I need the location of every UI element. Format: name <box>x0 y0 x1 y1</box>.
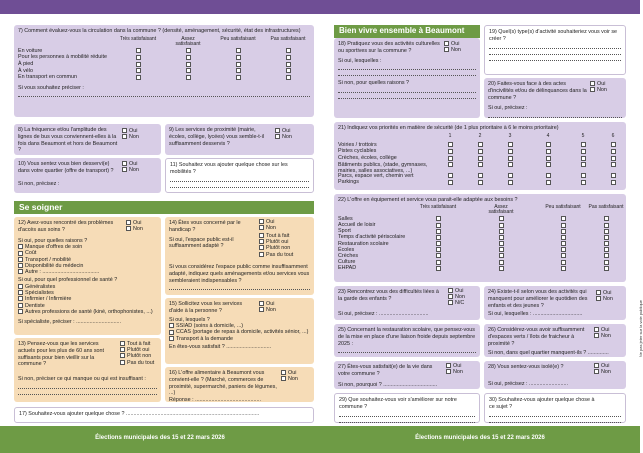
q19-box <box>484 25 626 75</box>
checkbox[interactable] <box>604 223 609 228</box>
legal-notice: Ne pas jeter sur la voie publique <box>638 300 643 358</box>
q24-question: 24) Existe-t-il selon vous des activités qui manquent pour améliorer le quotidien des enfants et des jeunes ? <box>488 289 588 309</box>
q22-header: Pas satisfaisant <box>588 203 624 210</box>
q25-question: 25) Concernant la restauration scolaire, que pensez-vous de la mise en place d'une liaison froide depuis septembre 2025 : <box>338 327 476 347</box>
q7-row-label: À pied <box>18 60 34 67</box>
q13-options <box>120 341 154 366</box>
right-page <box>320 0 643 453</box>
checkbox[interactable] <box>499 260 504 265</box>
top-bar <box>320 0 640 14</box>
q8-non[interactable]: Non <box>122 134 139 140</box>
checkbox[interactable] <box>499 266 504 271</box>
q12-options <box>126 220 143 232</box>
q8-question: 8) La fréquence et/ou l'amplitude des lignes de bus vous conviennent-elles à la fois dans Beaumont et hors de Beaumont ? <box>18 127 118 154</box>
checkbox[interactable] <box>186 55 191 60</box>
q24-box <box>484 286 626 320</box>
q13-question: 13) Pensez-vous que les services actuels pour les plus de 60 ans sont suffisants pour bien vieillir sur la commune ? <box>18 341 105 368</box>
q7-header-1: Très satisfaisant <box>119 35 157 42</box>
q14-note: Si vous considérez l'espace public comme insuffisamment adapté, indiquez quels aménagements et/ou services vous sembleraient indispensables ? <box>169 264 310 284</box>
checkbox[interactable] <box>186 48 191 53</box>
q13-box <box>14 338 161 402</box>
q22-row: Crèches <box>338 253 622 259</box>
checkbox[interactable] <box>561 247 566 252</box>
q16-non[interactable]: Non <box>281 376 298 382</box>
q12-spec: Si spécialiste, préciser : .............................. <box>18 319 122 326</box>
q12-reason[interactable]: Transport / mobilité <box>18 257 157 263</box>
q15-question: 15) Sollicitez vous les services d'aide à la personne ? <box>169 301 243 314</box>
q7-row <box>18 68 310 75</box>
q18-sub2: Si non, pour quelles raisons ? <box>338 80 410 87</box>
q22-header: Très satisfaisant <box>419 203 457 210</box>
checkbox[interactable] <box>604 253 609 258</box>
q27-non[interactable]: Non <box>446 369 463 375</box>
q27-question: 27) Êtes-vous satisfait(e) de la vie dans votre commune ? <box>338 364 433 377</box>
q21-row: Parkings <box>338 179 622 186</box>
answer-line[interactable] <box>489 55 621 61</box>
checkbox[interactable] <box>581 180 586 185</box>
q22-headers <box>338 205 622 216</box>
q20-oui[interactable]: Oui <box>590 81 607 87</box>
checkbox[interactable] <box>236 48 241 53</box>
q27-sub: Si non, pourquoi ? .................................... <box>338 381 438 388</box>
q26-sub: Si non, dans quel quartier manquent-ils ? .............. <box>488 350 609 357</box>
q14-oui[interactable]: Oui <box>259 219 276 225</box>
checkbox[interactable] <box>448 149 453 154</box>
q8-oui[interactable]: Oui <box>122 128 139 134</box>
checkbox[interactable] <box>236 68 241 73</box>
checkbox[interactable] <box>611 173 616 178</box>
checkbox[interactable] <box>546 156 551 161</box>
checkbox[interactable] <box>561 266 566 271</box>
q21-cols <box>338 134 622 142</box>
q29-question: 29) Que souhaitez-vous voir s'améliorer sur notre commune ? <box>339 397 457 410</box>
q16-box <box>165 367 314 402</box>
q16-oui[interactable]: Oui <box>281 370 298 376</box>
q21-col: 2 <box>478 132 482 139</box>
checkbox[interactable] <box>436 241 441 246</box>
q14-opt[interactable]: Tout à fait <box>259 233 293 239</box>
q15-sub: Si oui, lesquels ? <box>169 316 210 323</box>
q18-box <box>334 38 480 118</box>
q24-non[interactable]: Non <box>596 296 613 302</box>
q14-opt[interactable]: Plutôt non <box>259 245 293 251</box>
checkbox[interactable] <box>136 75 141 80</box>
q21-question: 21) Indiquez vos priorités en matière de sécurité (de 1 plus prioritaire à 6 le moins prioritaire) <box>338 125 559 131</box>
q15-options <box>259 301 276 313</box>
q7-header-3: Peu satisfaisant <box>220 35 256 42</box>
checkbox[interactable] <box>448 180 453 185</box>
checkbox[interactable] <box>508 149 513 154</box>
checkbox[interactable] <box>478 142 483 147</box>
q22-row: Accueil de loisir <box>338 222 622 228</box>
checkbox[interactable] <box>611 162 616 167</box>
q30-box <box>484 393 626 423</box>
checkbox[interactable] <box>436 229 441 234</box>
q28-non[interactable]: Non <box>594 369 611 375</box>
q12-sub2: Si oui, pour quel professionnel de santé ? <box>18 277 118 284</box>
q14-opt[interactable]: Plutôt oui <box>259 239 293 245</box>
checkbox[interactable] <box>436 247 441 252</box>
q9-oui[interactable]: Oui <box>275 128 292 134</box>
checkbox[interactable] <box>136 68 141 73</box>
checkbox[interactable] <box>436 253 441 258</box>
q10-question: 10) Vous sentez vous bien desservi(e) dans votre quartier (offre de transport) ? <box>18 161 114 174</box>
q10-box <box>14 158 161 193</box>
checkbox[interactable] <box>286 48 291 53</box>
checkbox[interactable] <box>236 55 241 60</box>
q27-box <box>334 361 480 389</box>
checkbox[interactable] <box>546 149 551 154</box>
q23-nc[interactable]: N/C <box>448 300 465 306</box>
q11-box <box>165 158 314 193</box>
q12-reason[interactable]: Coût <box>18 250 157 256</box>
checkbox[interactable] <box>546 180 551 185</box>
q14-question: 14) Êtes vous concerné par le handicap ? <box>169 220 241 233</box>
q26-box <box>484 324 626 357</box>
left-page <box>0 0 320 453</box>
q12-box <box>14 217 161 335</box>
q10-options <box>122 161 139 173</box>
answer-line[interactable] <box>169 284 310 290</box>
q18-sub: Si oui, lesquelles : <box>338 57 382 64</box>
checkbox[interactable] <box>499 247 504 252</box>
q28-box <box>484 361 626 389</box>
q7-row <box>18 54 310 61</box>
q25-box <box>334 324 480 357</box>
checkbox[interactable] <box>561 253 566 258</box>
q8-box <box>14 124 161 155</box>
q26-oui[interactable]: Oui <box>594 327 611 333</box>
q10-precise: Si non, précisez : <box>18 180 60 187</box>
q7-box <box>14 25 314 117</box>
q15-box <box>165 298 314 364</box>
q22-header: Assez satisfaisant <box>488 203 514 216</box>
q13-precise: Si non, préciser ce qui manque ou qui est insuffisant : <box>18 376 146 382</box>
q24-options <box>596 290 613 302</box>
checkbox[interactable] <box>604 235 609 240</box>
q15-sat: En êtes-vous satisfait ? .............................. <box>169 344 272 351</box>
q21-col: 1 <box>448 132 452 139</box>
q12-pro[interactable]: Généralistes <box>18 284 157 290</box>
q22-question: 22) L'offre en équipement et service vous parait-elle adaptée aux besoins ? <box>338 197 518 203</box>
checkbox[interactable] <box>561 223 566 228</box>
q8-options <box>122 128 139 140</box>
q22-box <box>334 194 626 282</box>
checkbox[interactable] <box>286 55 291 60</box>
q20-non[interactable]: Non <box>590 87 607 93</box>
q29-box <box>334 393 480 423</box>
checkbox[interactable] <box>236 75 241 80</box>
q21-row: Pistes cyclables <box>338 148 622 155</box>
checkbox[interactable] <box>611 149 616 154</box>
checkbox[interactable] <box>581 162 586 167</box>
checkbox[interactable] <box>478 162 483 167</box>
q18-question: 18) Pratiquez vous des activités culturelles ou sportives sur la commune ? <box>338 41 440 54</box>
q7-row <box>18 61 310 68</box>
q9-box <box>165 124 314 155</box>
answer-line[interactable] <box>338 347 476 353</box>
q23-sub: Si oui, précisez : ................................. <box>338 310 429 317</box>
checkbox[interactable] <box>508 156 513 161</box>
q10-non[interactable]: Non <box>122 167 139 173</box>
q9-non[interactable]: Non <box>275 134 292 140</box>
answer-line[interactable] <box>170 182 309 188</box>
q12-reason[interactable]: Autre : ...................................... <box>18 269 157 275</box>
q22-row: Salles <box>338 216 622 222</box>
q23-options <box>448 288 465 307</box>
q16-reponse: Réponse : ............................................ <box>169 397 261 403</box>
section-title-vivre: Bien vivre ensemble à Beaumont <box>334 25 480 38</box>
q22-row: Restauration scolaire <box>338 241 622 247</box>
q12-non[interactable]: Non <box>126 226 143 232</box>
q24-oui[interactable]: Oui <box>596 290 613 296</box>
checkbox[interactable] <box>581 173 586 178</box>
q7-headers <box>18 37 310 48</box>
q30-question: 30) Souhaitez-vous ajouter quelque chose à ce sujet ? <box>489 397 595 410</box>
q14-adapt-options <box>259 233 293 258</box>
checkbox[interactable] <box>546 173 551 178</box>
checkbox[interactable] <box>546 162 551 167</box>
q7-row-label: Pour les personnes à mobilité réduite <box>18 54 107 61</box>
top-bar <box>0 0 320 14</box>
q24-sub: Si oui, lesquelles : ................................. <box>488 311 583 318</box>
q13-opt[interactable]: Plutôt non <box>120 353 154 359</box>
checkbox[interactable] <box>448 162 453 167</box>
q27-oui[interactable]: Oui <box>446 363 463 369</box>
q28-oui[interactable]: Oui <box>594 363 611 369</box>
q14-opt[interactable]: Pas du tout <box>259 252 293 258</box>
q7-header-2: Assez satisfaisant <box>175 35 201 48</box>
q9-question: 9) Les services de proximité (mairie, écoles, collège, lycées) vous semble-t-il suffisamment desservis ? <box>169 127 264 147</box>
checkbox[interactable] <box>286 68 291 73</box>
q13-opt[interactable]: Plutôt oui <box>120 347 154 353</box>
checkbox[interactable] <box>436 266 441 271</box>
q7-rows <box>18 48 310 81</box>
q22-row: Sport <box>338 228 622 234</box>
q23-non[interactable]: Non <box>448 294 465 300</box>
q26-options <box>594 327 611 339</box>
answer-line[interactable] <box>338 93 476 99</box>
q21-row: Crèches, écoles, collège <box>338 155 622 162</box>
q27-options <box>446 363 463 375</box>
checkbox[interactable] <box>499 235 504 240</box>
checkbox[interactable] <box>604 266 609 271</box>
q22-row: Écoles <box>338 247 622 253</box>
checkbox[interactable] <box>436 223 441 228</box>
checkbox[interactable] <box>546 142 551 147</box>
q17-box <box>14 407 314 423</box>
q12-question: 12) Avez-vous rencontré des problèmes d'accès aux soins ? <box>18 220 114 233</box>
q28-options <box>594 363 611 375</box>
q7-row-label: En voiture <box>18 47 43 54</box>
checkbox[interactable] <box>508 180 513 185</box>
q23-oui[interactable]: Oui <box>448 288 465 294</box>
checkbox[interactable] <box>436 235 441 240</box>
q18-oui[interactable]: Oui <box>444 41 461 47</box>
checkbox[interactable] <box>136 62 141 67</box>
checkbox[interactable] <box>604 247 609 252</box>
q16-options <box>281 370 298 382</box>
q16-question: 16) L'offre alimentaire à Beaumont vous convient-elle ? (Marché, commerces de proximité, supermarché, paniers de légumes, ...) <box>169 370 277 397</box>
checkbox[interactable] <box>499 229 504 234</box>
q26-question: 26) Considérez-vous avoir suffisamment d'espaces verts / îlots de fraicheur à proximité ? <box>488 327 585 347</box>
checkbox[interactable] <box>604 216 609 221</box>
footer-bar-right <box>320 426 640 453</box>
q13-opt[interactable]: Pas du tout <box>120 360 154 366</box>
checkbox[interactable] <box>448 142 453 147</box>
q12-oui[interactable]: Oui <box>126 220 143 226</box>
checkbox[interactable] <box>611 156 616 161</box>
section-title-soigner: Se soigner <box>14 201 314 214</box>
checkbox[interactable] <box>286 62 291 67</box>
footer-text: Élections municipales des 15 et 22 mars 2026 <box>415 435 545 441</box>
answer-line[interactable] <box>488 112 622 118</box>
checkbox[interactable] <box>611 142 616 147</box>
checkbox[interactable] <box>436 216 441 221</box>
q22-row: Temps d'activité périscolaire <box>338 234 622 240</box>
q7-row <box>18 74 310 81</box>
q26-non[interactable]: Non <box>594 333 611 339</box>
checkbox[interactable] <box>186 62 191 67</box>
checkbox[interactable] <box>561 229 566 234</box>
q12-sub: Si oui, pour quelles raisons ? <box>18 237 88 244</box>
q23-question: 23) Rencontrez vous des difficultés liées à la garde des enfants ? <box>338 289 439 302</box>
checkbox[interactable] <box>611 180 616 185</box>
answer-line[interactable] <box>18 91 310 97</box>
answer-line[interactable] <box>18 389 157 395</box>
checkbox[interactable] <box>136 55 141 60</box>
footer-text: Élections municipales des 15 et 22 mars 2026 <box>95 435 225 441</box>
answer-line[interactable] <box>338 70 476 76</box>
q15-opt[interactable]: SSIAD (soins à domicile, ...) <box>169 323 310 329</box>
checkbox[interactable] <box>499 223 504 228</box>
checkbox[interactable] <box>561 260 566 265</box>
q14-sub: Si oui, l'espace public est-il suffisamment adapté ? <box>169 236 234 250</box>
checkbox[interactable] <box>448 173 453 178</box>
q12-reason[interactable]: Disponibilité du médecin <box>18 263 157 269</box>
checkbox[interactable] <box>561 241 566 246</box>
checkbox[interactable] <box>478 173 483 178</box>
q14-non[interactable]: Non <box>259 225 276 231</box>
checkbox[interactable] <box>581 149 586 154</box>
q12-pro[interactable]: Dentiste <box>18 303 157 309</box>
q12-pro[interactable]: Infirmier / Infirmière <box>18 296 157 302</box>
q21-col: 4 <box>546 132 550 139</box>
checkbox[interactable] <box>604 260 609 265</box>
checkbox[interactable] <box>581 156 586 161</box>
checkbox[interactable] <box>508 142 513 147</box>
q21-row: Parcs, espace vert, chemin vert <box>338 173 622 180</box>
checkbox[interactable] <box>508 173 513 178</box>
checkbox[interactable] <box>561 235 566 240</box>
checkbox[interactable] <box>436 260 441 265</box>
q21-row: Bâtiments publics, (stade, gymnases, mairies, salles associatives, ...) <box>338 162 622 173</box>
checkbox[interactable] <box>499 216 504 221</box>
q12-reason[interactable]: Manque d'offres de soin <box>18 244 157 250</box>
q22-row: Culture <box>338 259 622 265</box>
q19-question: 19) Quel(s) type(s) d'activité souhaiteriez vous voir se créer ? <box>489 29 618 42</box>
checkbox[interactable] <box>581 142 586 147</box>
q15-oui[interactable]: Oui <box>259 301 276 307</box>
q7-header-4: Pas satisfaisant <box>270 35 306 42</box>
q10-oui[interactable]: Oui <box>122 161 139 167</box>
checkbox[interactable] <box>136 48 141 53</box>
q12-pro[interactable]: Autres professions de santé (kiné, orthophonistes, ...) <box>18 309 157 316</box>
answer-line[interactable] <box>339 417 475 423</box>
checkbox[interactable] <box>604 229 609 234</box>
q15-opt[interactable]: CCAS (portage de repas à domicile, activités sénior, ...) <box>169 329 310 336</box>
q18-options <box>444 41 461 53</box>
q7-question: 7) Comment évaluez-vous la circulation dans la commune ? (densité, aménagement, sécurité, état des infrastructures) <box>18 28 301 34</box>
q7-precise: Si vous souhaitez préciser : <box>18 84 84 91</box>
q13-opt[interactable]: Tout à fait <box>120 341 154 347</box>
q21-col: 3 <box>508 132 512 139</box>
q7-row <box>18 48 310 55</box>
checkbox[interactable] <box>499 241 504 246</box>
q17-question: 17) Souhaitez-vous ajouter quelque chose ? ......................................................................................... <box>19 411 260 417</box>
q14-box <box>165 217 314 295</box>
checkbox[interactable] <box>561 216 566 221</box>
checkbox[interactable] <box>604 241 609 246</box>
q22-row: EHPAD <box>338 265 622 271</box>
q20-options <box>590 81 607 93</box>
q20-box <box>484 78 626 118</box>
q21-row: Voiries / trottoirs <box>338 142 622 149</box>
q21-box <box>334 122 626 190</box>
q23-box <box>334 286 480 320</box>
q20-sub: Si oui, précisez : <box>488 105 528 112</box>
q20-question: 20) Faites-vous face à des actes d'incivilités et/ou de délinquances dans la commune ? <box>488 81 587 101</box>
checkbox[interactable] <box>236 62 241 67</box>
checkbox[interactable] <box>286 75 291 80</box>
checkbox[interactable] <box>186 75 191 80</box>
q21-col: 6 <box>611 132 615 139</box>
checkbox[interactable] <box>508 162 513 167</box>
checkbox[interactable] <box>186 68 191 73</box>
q15-opt[interactable]: Transport à la demande <box>169 336 310 342</box>
q14-options <box>259 219 276 231</box>
q22-header: Peu satisfaisant <box>545 203 581 210</box>
q21-col: 5 <box>581 132 585 139</box>
checkbox[interactable] <box>478 149 483 154</box>
footer-bar-left <box>0 426 320 453</box>
q15-non[interactable]: Non <box>259 307 276 313</box>
q7-row-label: À vélo <box>18 67 33 74</box>
q18-non[interactable]: Non <box>444 47 461 53</box>
q11-question: 11) Souhaitez vous ajouter quelque chose sur les mobilités ? <box>170 162 288 175</box>
q12-pro[interactable]: Spécialistes <box>18 290 157 296</box>
answer-line[interactable] <box>489 417 621 423</box>
checkbox[interactable] <box>499 253 504 258</box>
q9-options <box>275 128 292 140</box>
q7-row-label: En transport en commun <box>18 74 78 81</box>
checkbox[interactable] <box>478 180 483 185</box>
checkbox[interactable] <box>478 156 483 161</box>
q28-sub: Si oui, précisez : .......................... <box>488 380 569 387</box>
q28-question: 28) Vous sentez-vous isolé(e) ? <box>488 364 564 370</box>
checkbox[interactable] <box>448 156 453 161</box>
